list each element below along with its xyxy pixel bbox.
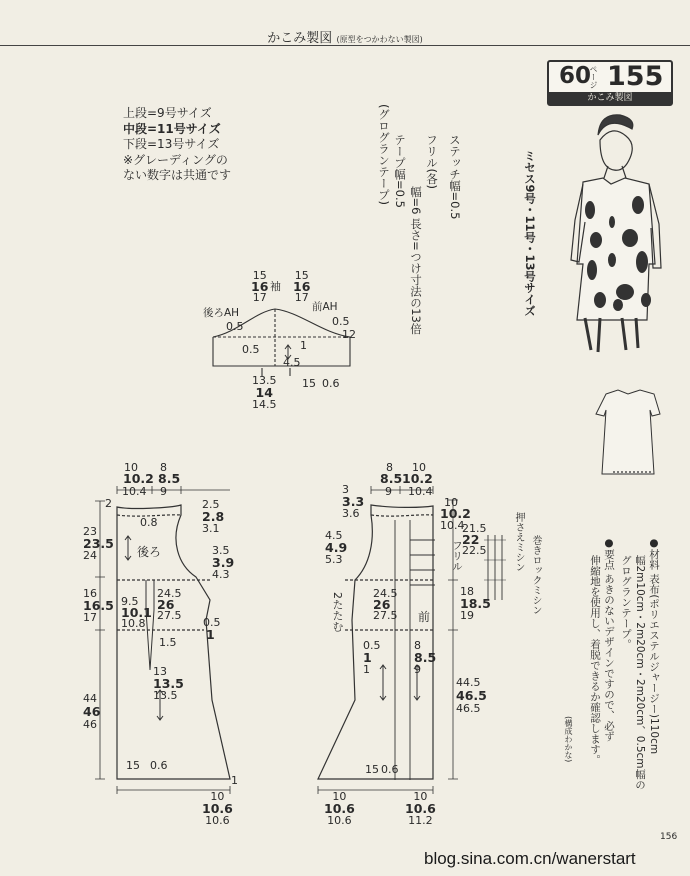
- front-r3-m: 46.5: [456, 688, 487, 703]
- label-maki-lock: 巻きロックミシン: [530, 535, 541, 615]
- fashion-illustration: [571, 115, 661, 474]
- front-tr-104: 10.4: [440, 519, 465, 532]
- front-r2-m: 18.5: [460, 596, 491, 611]
- back-r1-s: 2.5: [202, 498, 220, 511]
- legend-line-medium: 中段=11号サイズ: [123, 121, 221, 136]
- sleeve-bottom: [252, 375, 277, 411]
- materials-line-3: グログランテープ。: [620, 555, 632, 650]
- back-r1-m: 2.8: [202, 509, 225, 524]
- sleeve-m-back2: 0.5: [242, 343, 260, 356]
- back-left1: [83, 526, 114, 562]
- back-top-m: 10.2: [123, 471, 154, 486]
- front-l1-m: 4.9: [325, 540, 348, 555]
- front-tl-s: 3: [342, 483, 349, 496]
- front-l2: [363, 640, 381, 676]
- back-label: 後ろ: [137, 545, 162, 559]
- front-b1-l: 10.6: [327, 814, 352, 827]
- materials-line-5: 伸縮地を使用し、着脱できるか確認します。: [589, 555, 601, 765]
- front-b2-s: 10: [413, 790, 428, 803]
- front-hem-06: 0.6: [381, 763, 399, 776]
- front-d-m: 8.5: [414, 650, 437, 665]
- front-d-l: 9: [414, 663, 421, 676]
- legend-note-2: ない数字は共通です: [123, 168, 232, 182]
- legend-line-large: 下段=13号サイズ: [123, 137, 220, 151]
- back-m-15: 1.5: [159, 636, 177, 649]
- back-r2-s: 3.5: [212, 544, 230, 557]
- back-l2-s: 16: [83, 587, 97, 600]
- back-w2-m: 26: [157, 597, 175, 612]
- back-m13-s: 13: [153, 665, 167, 678]
- back-l3-l: 46: [83, 718, 97, 731]
- legend-note-1: ※グレーディングの: [123, 152, 228, 167]
- sleeve-front-ah: 前AH: [312, 301, 338, 313]
- back-top-l: 10.4: [122, 485, 147, 498]
- front-r2: [460, 586, 491, 622]
- back-m13-l: 13.5: [153, 689, 178, 702]
- front-top-s: 8: [386, 461, 393, 474]
- back-w2-s: 24.5: [157, 587, 182, 600]
- page-number: 156: [660, 832, 678, 842]
- sleeve-tr-l: 17: [294, 291, 309, 304]
- sleeve-m-06: 0.6: [322, 377, 340, 390]
- back-l1-m: 23.5: [83, 536, 114, 551]
- front-r1-s: 21.5: [462, 522, 487, 535]
- front-hem-15: 15: [365, 763, 379, 776]
- back-w1-m: 10.1: [121, 605, 152, 620]
- front-r3-s: 44.5: [456, 676, 481, 689]
- sleeve-top-left: [251, 270, 268, 303]
- sleeve-tl-s: 15: [252, 269, 267, 282]
- front-l2-l: 1: [363, 663, 370, 676]
- front-b1-m: 10.6: [324, 801, 355, 816]
- sleeve-m-twelve: 12: [342, 328, 356, 341]
- back-w2-l: 27.5: [157, 609, 182, 622]
- front-tr-102: 10.2: [440, 506, 471, 521]
- front-r2-s: 18: [460, 585, 474, 598]
- front-top-m: 8.5: [380, 471, 403, 486]
- sleeve-m-15: 15: [302, 377, 316, 390]
- front-r3-l: 46.5: [456, 702, 481, 715]
- back-r2-m: 3.9: [212, 555, 235, 570]
- back-top2-l: 9: [160, 485, 167, 498]
- sleeve-m-front: 0.5: [332, 315, 350, 328]
- front-l2-m: 1: [363, 650, 372, 665]
- note-frill: フリル(各): [425, 134, 439, 189]
- back-b-l: 10.6: [205, 814, 230, 827]
- badge-page-left: 60: [559, 63, 592, 89]
- front-r3: [456, 676, 487, 715]
- back-r1-l: 3.1: [202, 522, 220, 535]
- sleeve-m-1: 1: [300, 339, 307, 352]
- legend-line-small: 上段=9号サイズ: [123, 106, 212, 120]
- back-top2-m: 8.5: [158, 471, 181, 486]
- back-m13-m: 13.5: [153, 676, 184, 691]
- back-m-13: [153, 666, 184, 702]
- back-w1: [121, 596, 152, 629]
- sleeve-tl-m: 16: [251, 279, 269, 294]
- front-l1: [325, 530, 347, 566]
- front-b2-m: 10.6: [405, 801, 436, 816]
- sleeve-tl-l: 17: [252, 291, 267, 304]
- sleeve-b-l: 14.5: [252, 398, 277, 411]
- sleeve-b-s: 13.5: [252, 374, 277, 387]
- header-title: かこみ製図: [267, 31, 333, 46]
- front-top2-s: 10: [412, 461, 426, 474]
- front-top-l: 9: [385, 485, 392, 498]
- back-l3-m: 46: [83, 704, 101, 719]
- front-bottom2: [405, 791, 436, 827]
- front-tl: [342, 484, 364, 520]
- blog-watermark: blog.sina.com.cn/wanerstart: [424, 849, 636, 868]
- front-l1-s: 4.5: [325, 529, 343, 542]
- back-hem-15: 15: [126, 759, 140, 772]
- back-tl-2: 2: [105, 497, 112, 510]
- back-left2: [83, 588, 114, 624]
- back-right2: [212, 545, 234, 581]
- front-w-m: 26: [373, 597, 391, 612]
- front-w-s: 24.5: [373, 587, 398, 600]
- back-top-s: 10: [124, 461, 138, 474]
- note-stitch: ステッチ幅=0.5: [448, 134, 462, 220]
- front-d-s: 8: [414, 639, 421, 652]
- front-tatamu: 2たたむ: [331, 592, 344, 632]
- back-top2-s: 8: [160, 461, 167, 474]
- materials-line-1: ●材料 表布(ポリエステルジャージー)110cm: [648, 537, 660, 755]
- back-l3-s: 44: [83, 692, 97, 705]
- sleeve-m-back: 0.5: [226, 320, 244, 333]
- front-w-l: 27.5: [373, 609, 398, 622]
- front-tl-l: 3.6: [342, 507, 360, 520]
- back-b-m: 10.6: [202, 801, 233, 816]
- front-tr-10: 10: [444, 496, 458, 509]
- note-frill-detail: 幅=6 長さ=つけ寸法の13倍: [409, 186, 423, 335]
- front-l1-l: 5.3: [325, 553, 343, 566]
- front-bottom1: [324, 791, 355, 827]
- front-label: 前: [418, 610, 431, 624]
- size-title: ミセス9号・11号・13号サイズ: [523, 150, 537, 317]
- sleeve-top-right: [293, 270, 310, 303]
- back-l1-s: 23: [83, 525, 97, 538]
- back-tl-08: 0.8: [140, 516, 158, 529]
- materials-line-4: ●要点 あきのないデザインですので、必ず: [603, 537, 615, 742]
- back-hem-1: 1: [231, 774, 238, 787]
- sleeve-m-45: 4.5: [283, 356, 301, 369]
- label-frill-front: フリル: [451, 540, 463, 572]
- back-w1-l: 10.8: [121, 617, 146, 630]
- badge-caption: かこみ製図: [549, 92, 671, 104]
- header-subtitle: (原型をつかわない製図): [336, 35, 423, 44]
- sleeve-tr-s: 15: [294, 269, 309, 282]
- front-d: [414, 640, 436, 676]
- back-w1-s: 9.5: [121, 595, 139, 608]
- badge-page-right: 155: [607, 61, 664, 92]
- sleeve-label: 袖: [270, 280, 281, 293]
- note-tape-type: (グログランテープ): [377, 104, 391, 205]
- back-bottom: [202, 791, 233, 827]
- back-b-s: 10: [210, 790, 225, 803]
- front-w: [373, 588, 398, 621]
- badge-page-label: ページ: [589, 65, 598, 89]
- back-left3: [83, 692, 100, 731]
- materials-line-2: 幅2m10cm・2m20cm・2m20cm、0.5cm幅の: [634, 555, 646, 790]
- front-b1-s: 10: [332, 790, 347, 803]
- back-right1: [202, 499, 224, 535]
- front-r1-l: 22.5: [462, 544, 487, 557]
- front-l2-s: 0.5: [363, 639, 381, 652]
- note-tape: テープ幅=0.5: [393, 134, 407, 208]
- back-hem-06: 0.6: [150, 759, 168, 772]
- back-w2: [157, 588, 182, 621]
- front-top2-m: 10.2: [402, 471, 433, 486]
- label-oshisae-mishin: 押さえミシン: [513, 512, 524, 572]
- back-l2-m: 16.5: [83, 598, 114, 613]
- back-m-1: 1: [206, 627, 215, 642]
- materials-credit: (構成わかな): [564, 716, 573, 763]
- front-top2-l: 10.4: [408, 485, 433, 498]
- sleeve-back-ah: 後ろAH: [203, 307, 240, 319]
- back-m-05: 0.5: [203, 616, 221, 629]
- front-r1: [462, 523, 487, 556]
- front-r1-m: 22: [462, 532, 480, 547]
- sleeve-b-m: 14: [255, 385, 273, 400]
- front-tl-m: 3.3: [342, 494, 365, 509]
- front-r2-l: 19: [460, 609, 474, 622]
- back-l1-l: 24: [83, 549, 97, 562]
- sleeve-tr-m: 16: [293, 279, 311, 294]
- front-b2-l: 11.2: [408, 814, 433, 827]
- back-l2-l: 17: [83, 611, 97, 624]
- back-r2-l: 4.3: [212, 568, 230, 581]
